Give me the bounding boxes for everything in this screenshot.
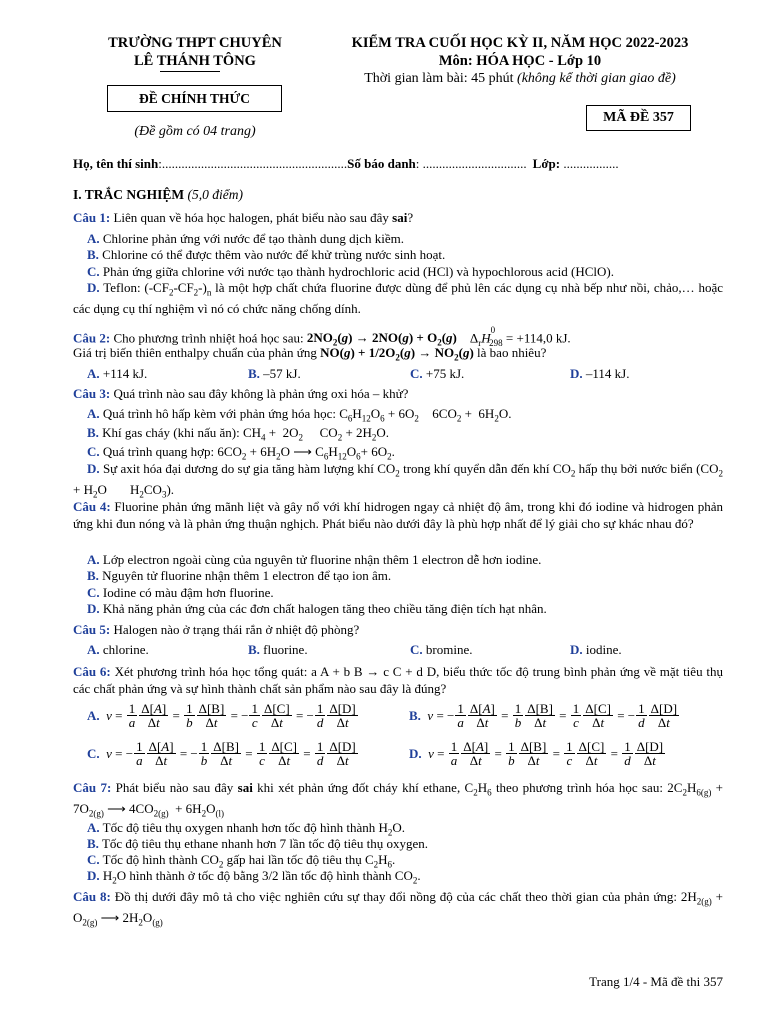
question-7-text: Phát biểu nào sau đây <box>111 780 238 795</box>
exam-time <box>310 71 730 87</box>
school-name-line2: LÊ THÁNH TÔNG <box>134 53 256 69</box>
question-8-stem: Câu 8: Đồ thị dưới đây mô tả cho việc nghiên cứu sự thay đổi nồng độ của các chất theo thời gian của phản ứng: $2H_{2(g)} + O_{2(g)}$ ⟶ $2H_2O_{(g)}$ <box>73 889 723 928</box>
question-2-value: = +114,0 kJ. <box>502 330 571 346</box>
school-underline <box>160 71 220 72</box>
question-4-option-b[interactable]: B. Nguyên tử fluorine nhận thêm 1 electron để tạo ion âm. <box>87 568 392 583</box>
pages-note: (Đề gồm có 04 trang) <box>134 124 256 139</box>
question-2-label: Câu 2: <box>73 330 111 346</box>
question-6-stem <box>73 664 723 697</box>
option-text: Quá trình quang hợp: 6CO <box>102 444 242 459</box>
question-5-option-b[interactable]: B. fluorine. <box>248 642 308 657</box>
exam-subject: Môn: HÓA HỌC - Lớp 10 <box>438 53 602 69</box>
question-3-option-b[interactable]: B. Khí gas cháy (khi nấu ăn): $CH_4 + 2O_2$ ⃞ $CO_2 + 2H_2O$. <box>87 425 390 443</box>
question-2-option-a[interactable]: A. +114 kJ. <box>87 366 148 381</box>
question-3-option-d[interactable]: D. Sự axit hóa đại dương do sự gia tăng hàm lượng khí $CO_2$ trong khí quyển dẫn đến khí $CO_2$ hấp thụ bởi nước biển ($CO_2 + H_2O$ ⃞ $H_2CO_3$). <box>73 461 723 500</box>
school-name-line1: TRƯỜNG THPT CHUYÊN <box>108 35 282 51</box>
option-text: Chlorine có thể được thêm vào nước để khử trùng nước sinh hoạt. <box>102 247 446 262</box>
option-text: Chlorine phản ứng với nước để tạo thành dung dịch kiềm. <box>102 231 405 246</box>
exam-time-text: Thời gian làm bài: 45 phút <box>364 71 518 86</box>
option-text: Lớp electron ngoài cùng của nguyên tử fluorine nhận thêm 1 electron dễ hơn iodine. <box>102 552 542 567</box>
question-7-text3: theo phương trình hóa học sau: 2C <box>491 780 683 795</box>
option-text: +114 kJ. <box>102 366 148 381</box>
question-7-option-c[interactable]: C. Tốc độ hình thành $CO_2$ gấp hai lần tốc độ tiêu thụ $C_2H_6$. <box>87 852 396 870</box>
question-6-label: Câu 6: <box>73 664 111 679</box>
question-6-text: Xét phương trình hóa học tổng quát: a A + b B → c C + d D, biểu thức tốc độ trung bình phản ứng về mặt tiêu thụ các chất phản ứng và sự hình thành chất sản phẩm nào sau đây là đúng? <box>73 664 723 696</box>
class-field[interactable]: ................. <box>560 156 619 171</box>
student-name-label: Họ, tên thí sinh <box>73 156 159 171</box>
question-7-option-b[interactable]: B. Tốc độ tiêu thụ ethane nhanh hơn 7 lần tốc độ tiêu thụ oxygen. <box>87 836 428 851</box>
option-text: fluorine. <box>263 642 308 657</box>
question-1-option-a[interactable]: A. Chlorine phản ứng với nước để tạo thành dung dịch kiềm. <box>87 231 405 246</box>
question-7-option-d[interactable]: D. $H_2O$ hình thành ở tốc độ bằng 3/2 lần tốc độ hình thành $CO_2$. <box>87 868 421 886</box>
question-8-text: Đồ thị dưới đây mô tả cho việc nghiên cứu sự thay đổi nồng độ của các chất theo thời gian của phản ứng: 2H <box>110 889 697 904</box>
option-text: +75 kJ. <box>425 366 465 381</box>
question-2-stem: Câu 2: Cho phương trình nhiệt hoá học sau: $2NO_2(g) \to 2NO(g) + O_2(g)$ $\Delta_rH^0_{298} = +114,0$ kJ. <box>73 325 571 348</box>
option-text: Khả năng phản ứng của các đơn chất halogen tăng theo chiều tăng điện tích hạt nhân. <box>102 601 547 616</box>
option-text: Sự axit hóa đại dương do sự gia tăng hàm lượng khí CO <box>102 461 396 476</box>
question-1-option-b[interactable]: B. Chlorine có thể được thêm vào nước để khử trùng nước sinh hoạt. <box>87 247 446 262</box>
question-7-label: Câu 7: <box>73 780 112 795</box>
question-7-option-a[interactable]: A. Tốc độ tiêu thụ oxygen nhanh hơn tốc độ hình thành $H_2O$. <box>87 820 406 838</box>
question-1-option-d[interactable]: D. Teflon: $(-CF_2-CF_2-)_n$ là một hợp chất chứa fluorine được dùng để phủ lên các dụng cụ nhà bếp như nồi, chảo,… hoặc các dụng cụ thí nghiệm vì nó có chức năng chống dính. <box>73 280 723 317</box>
official-label: ĐỀ CHÍNH THỨC <box>138 91 250 106</box>
option-text-rest: là một hợp chất chứa fluorine được dùng để phủ lên các dụng cụ nhà bếp như nồi, chảo,… hoặc các dụng cụ thí nghiệm vì nó có chức năng chống dính. <box>73 280 723 317</box>
question-1-stem <box>73 210 723 227</box>
question-2-line2: Giá trị biến thiên enthalpy chuẩn của phản ứng $NO(g) + 1/2O_2(g) \to NO_2(g)$ là bao nhiêu? <box>73 345 547 363</box>
official-label-box <box>107 85 282 112</box>
question-6-option-c[interactable]: C. v = − $\frac{1}{a}$ $\frac{\Delta[A]}{\Delta t}$ = − $\frac{1}{b}$ $\frac{\Delta[B]}{\Delta t}$ = $\frac{1}{c}$ $\frac{\Delta[C]}{\Delta t}$ = $\frac{1}{d}$ $\frac{\Delta[D]}{\Delta t}$ <box>87 739 356 768</box>
question-7-text2: khi xét phản ứng đốt cháy khí ethane, C <box>252 780 474 795</box>
student-info-row <box>73 156 723 173</box>
question-4-text: Fluorine phản ứng mãnh liệt và gây nổ với khí hidrogen ngay cả nhiệt độ âm, trong khi đó iodine và hidrogen phản ứng khi đun nóng và là phản ứng thuận nghịch. Phát biểu nào dưới đây là phù hợp nhất để lý giải cho sự khác nhau đó? <box>73 499 723 531</box>
option-text-2: trong khí quyển dẫn đến khí CO <box>399 461 571 476</box>
exam-code: MÃ ĐỀ 357 <box>603 110 674 125</box>
question-2-option-b[interactable]: B. –57 kJ. <box>248 366 301 381</box>
question-8-label: Câu 8: <box>73 889 111 904</box>
question-5-text: Halogen nào ở trạng thái rắn ở nhiệt độ phòng? <box>110 622 360 637</box>
question-4-option-a[interactable]: A. Lớp electron ngoài cùng của nguyên tử fluorine nhận thêm 1 electron dễ hơn iodine. <box>87 552 542 567</box>
option-text: chlorine. <box>102 642 149 657</box>
option-text: Khí gas cháy (khi nấu ăn): CH <box>102 425 262 440</box>
option-text: Tốc độ tiêu thụ oxygen nhanh hơn tốc độ hình thành H <box>102 820 388 835</box>
question-5-option-c[interactable]: C. bromine. <box>410 642 473 657</box>
option-text: –57 kJ. <box>263 366 301 381</box>
question-2-option-d[interactable]: D. –114 kJ. <box>570 366 630 381</box>
question-4-stem <box>73 499 723 532</box>
option-text-3: hấp thụ bởi nước biển (CO <box>575 461 719 476</box>
question-7-stem: Câu 7: Phát biểu nào sau đây sai khi xét phản ứng đốt cháy khí ethane, $C_2H_6$ theo phương trình hóa học sau: $2C_2H_{6(g)} + 7O_{2(g)}$ ⟶ $4CO_{2(g)} + 6H_2O_{(l)}$ <box>73 780 723 819</box>
question-1-emphasis: sai <box>392 210 408 225</box>
exam-code-box <box>586 105 691 131</box>
question-2-text: Cho phương trình nhiệt hoá học sau: <box>110 330 307 346</box>
question-4-option-c[interactable]: C. Iodine có màu đậm hơn fluorine. <box>87 585 274 600</box>
question-6-option-a[interactable]: A. v = $\frac{1}{a}$ $\frac{\Delta[A]}{\Delta t}$ = $\frac{1}{b}$ $\frac{\Delta[B]}{\Delta t}$ = − $\frac{1}{c}$ $\frac{\Delta[C]}{\Delta t}$ = − $\frac{1}{d}$ $\frac{\Delta[D]}{\Delta t}$ <box>87 701 356 730</box>
exam-title: KIỂM TRA CUỐI HỌC KỲ II, NĂM HỌC 2022-2023 <box>351 35 689 51</box>
student-name-field[interactable]: :......................................................... <box>158 156 348 171</box>
option-text: Tốc độ hình thành CO <box>102 852 219 867</box>
option-text: Nguyên tử fluorine nhận thêm 1 electron để tạo ion âm. <box>102 568 392 583</box>
question-3-text: Quá trình nào sau đây không là phản ứng oxi hóa – khử? <box>110 386 409 401</box>
option-text: H <box>102 868 113 883</box>
student-id-field[interactable]: : ................................ <box>415 156 527 171</box>
question-2-option-c[interactable]: C. +75 kJ. <box>410 366 465 381</box>
question-4-option-d[interactable]: D. Khả năng phản ứng của các đơn chất halogen tăng theo chiều tăng điện tích hạt nhân. <box>87 601 547 616</box>
question-3-option-c[interactable]: C. Quá trình quang hợp: $6CO_2 + 6H_2O$ ⟶ $C_6H_{12}O_6+ 6O_2$. <box>87 444 395 462</box>
question-1-option-c[interactable]: C. Phản ứng giữa chlorine với nước tạo thành hydrochloric acid (HCl) và hypochlorous acid (HClO). <box>87 264 614 279</box>
question-3-label: Câu 3: <box>73 386 111 401</box>
option-text: iodine. <box>585 642 622 657</box>
question-5-option-d[interactable]: D. iodine. <box>570 642 622 657</box>
option-text: bromine. <box>425 642 473 657</box>
page-footer: Trang 1/4 - Mã đề thi 357 <box>589 974 723 989</box>
question-3-option-a[interactable]: A. Quá trình hô hấp kèm với phản ứng hóa học: $C_6H_{12}O_6 + 6O_2$ $⃞6CO_2 + 6H_2O$. <box>87 406 512 424</box>
student-id-label: Số báo danh <box>347 156 416 171</box>
option-text: Quá trình hô hấp kèm với phản ứng hóa học: C <box>102 406 348 421</box>
option-text: Phản ứng giữa chlorine với nước tạo thành hydrochloric acid (HCl) và hypochlorous acid (HClO). <box>102 264 614 279</box>
question-1-end: ? <box>407 210 414 225</box>
question-5-option-a[interactable]: A. chlorine. <box>87 642 149 657</box>
question-6-option-b[interactable]: B. v = − $\frac{1}{a}$ $\frac{\Delta[A]}{\Delta t}$ = $\frac{1}{b}$ $\frac{\Delta[B]}{\Delta t}$ = $\frac{1}{c}$ $\frac{\Delta[C]}{\Delta t}$ = − $\frac{1}{d}$ $\frac{\Delta[D]}{\Delta t}$ <box>409 701 678 730</box>
question-1-text: Liên quan về hóa học halogen, phát biểu nào sau đây <box>110 210 393 225</box>
option-text: Iodine có màu đậm hơn fluorine. <box>102 585 274 600</box>
question-7-emphasis: sai <box>237 780 253 795</box>
question-5-stem <box>73 622 723 639</box>
option-text: Tốc độ tiêu thụ ethane nhanh hơn 7 lần tốc độ tiêu thụ oxygen. <box>101 836 428 851</box>
section-points: (5,0 điểm) <box>187 187 243 202</box>
question-4-label: Câu 4: <box>73 499 111 514</box>
section-title <box>73 187 723 203</box>
question-1-label: Câu 1: <box>73 210 111 225</box>
question-2-end: là bao nhiêu? <box>473 345 547 360</box>
option-text: –114 kJ. <box>585 366 630 381</box>
class-label: Lớp: <box>532 156 561 171</box>
question-2-text2: Giá trị biến thiên enthalpy chuẩn của phản ứng <box>73 345 321 360</box>
exam-time-note: (không kể thời gian giao đề) <box>517 71 676 86</box>
question-3-stem <box>73 386 723 403</box>
section-title-text: I. TRẮC NGHIỆM <box>73 187 188 202</box>
question-5-label: Câu 5: <box>73 622 111 637</box>
question-6-option-d[interactable]: D. v = $\frac{1}{a}$ $\frac{\Delta[A]}{\Delta t}$ = $\frac{1}{b}$ $\frac{\Delta[B]}{\Delta t}$ = $\frac{1}{c}$ $\frac{\Delta[C]}{\Delta t}$ = $\frac{1}{d}$ $\frac{\Delta[D]}{\Delta t}$ <box>409 739 664 768</box>
option-text: Teflon: (-CF <box>99 280 169 295</box>
